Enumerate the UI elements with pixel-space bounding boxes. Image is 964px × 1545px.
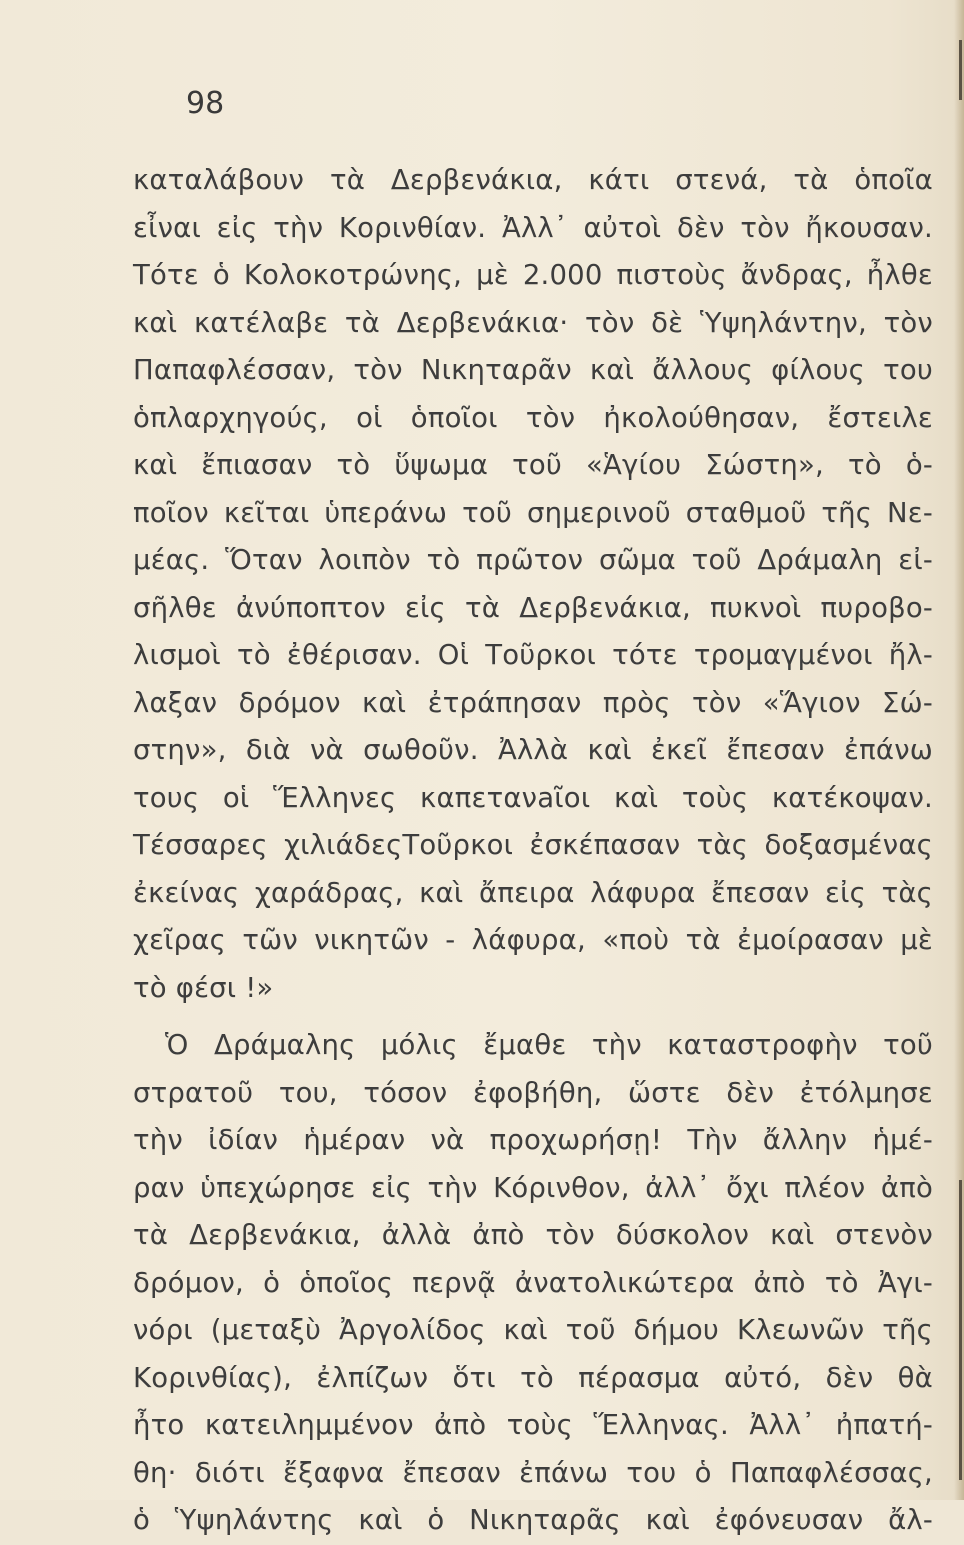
page-edge-mark <box>959 40 962 100</box>
text-line: στρατοῦ του, τόσον ἐφοβήθη, ὥστε δὲν ἐτόλμησε <box>133 1076 933 1109</box>
text-line: ἦτο κατειλημμένον ἀπὸ τοὺς Ἕλληνας. Ἀλλ᾽ ἠπατή- <box>133 1409 933 1441</box>
text-line: θη· διότι ἔξαφνα ἔπεσαν ἐπάνω του ὁ Παπαφλέσσας, <box>133 1456 933 1489</box>
paragraph-1 <box>133 157 933 1012</box>
text-line: στην», διὰ νὰ σωθοῦν. Ἀλλὰ καὶ ἐκεῖ ἔπεσαν ἐπάνω <box>133 734 933 766</box>
text-line: τους οἱ Ἕλληνες καπετανaῖοι καὶ τοὺς κατέκοψαν. <box>133 781 933 814</box>
text-line: λαξαν δρόμον καὶ ἐτράπησαν πρὸς τὸν «Ἅγιον Σώ- <box>133 686 933 719</box>
text-line: τὴν ἰδίαν ἡμέραν νὰ προχωρήσῃ! Τὴν ἄλλην ἡμέ- <box>133 1124 933 1156</box>
text-line: Κορινθίας), ἐλπίζων ὅτι τὸ πέρασμα αὐτό, δὲν θὰ <box>133 1361 933 1394</box>
text-line: μέας. Ὅταν λοιπὸν τὸ πρῶτον σῶμα τοῦ Δράμαλη εἰ- <box>133 544 933 576</box>
body-text <box>133 157 933 1545</box>
text-line: ὁ Ὑψηλάντης καὶ ὁ Νικηταρᾶς καὶ ἐφόνευσαν ἄλ- <box>133 1504 933 1536</box>
text-line: ποῖον κεῖται ὑπεράνω τοῦ σημερινοῦ σταθμοῦ τῆς Νε- <box>133 496 933 529</box>
text-line: ραν ὑπεχώρησε εἰς τὴν Κόρινθον, ἀλλ᾽ ὄχι πλέον ἀπὸ <box>133 1171 933 1204</box>
text-line: καὶ ἔπιασαν τὸ ὕψωμα τοῦ «Ἁγίου Σώστη», τὸ ὁ- <box>133 449 933 481</box>
page-edge-mark <box>959 1180 962 1480</box>
page-number: 98 <box>186 86 225 121</box>
text-line: Τότε ὁ Κολοκοτρώνης, μὲ 2.000 πιστοὺς ἄνδρας, ἦλθε <box>133 259 933 291</box>
text-line: χεῖρας τῶν νικητῶν - λάφυρα, «ποὺ τὰ ἐμοίρασαν μὲ <box>133 924 933 956</box>
text-line: Τέσσαρες χιλιάδεςΤοῦρκοι ἐσκέπασαν τὰς δοξασμένας <box>133 829 933 861</box>
paragraph-2 <box>133 1022 933 1545</box>
text-line: καταλάβουν τὰ Δερβενάκια, κάτι στενά, τὰ ὁποῖα <box>133 164 933 196</box>
text-line: Ὁ Δράμαλης μόλις ἔμαθε τὴν καταστροφὴν τοῦ <box>165 1029 933 1061</box>
text-line: δρόμον, ὁ ὁποῖος περνᾷ ἀνατολικώτερα ἀπὸ τὸ Ἀγι- <box>133 1266 933 1299</box>
text-line: νόρι (μεταξὺ Ἀργολίδος καὶ τοῦ δήμου Κλεωνῶν τῆς <box>133 1314 933 1346</box>
text-line: τὰ Δερβενάκια, ἀλλὰ ἀπὸ τὸν δύσκολον καὶ στενὸν <box>133 1219 933 1251</box>
text-line: σῆλθε ἀνύποπτον εἰς τὰ Δερβενάκια, πυκνοὶ πυροβο- <box>133 591 933 624</box>
text-line: λισμοὶ τὸ ἐθέρισαν. Οἱ Τοῦρκοι τότε τρομαγμένοι ἤλ- <box>133 639 933 671</box>
text-line: καὶ κατέλαβε τὰ Δερβενάκια· τὸν δὲ Ὑψηλάντην, τὸν <box>133 306 933 339</box>
text-line: τὸ φέσι !» <box>133 971 274 1004</box>
text-line: ἐκείνας χαράδρας, καὶ ἄπειρα λάφυρα ἔπεσαν εἰς τὰς <box>133 876 933 909</box>
text-line: Παπαφλέσσαν, τὸν Νικηταρᾶν καὶ ἄλλους φίλους του <box>133 354 933 386</box>
text-line: ὁπλαρχηγούς, οἱ ὁποῖοι τὸν ἠκολούθησαν, ἔστειλε <box>133 401 933 434</box>
text-line: εἶναι εἰς τὴν Κορινθίαν. Ἀλλ᾽ αὐτοὶ δὲν τὸν ἤκουσαν. <box>133 211 933 244</box>
